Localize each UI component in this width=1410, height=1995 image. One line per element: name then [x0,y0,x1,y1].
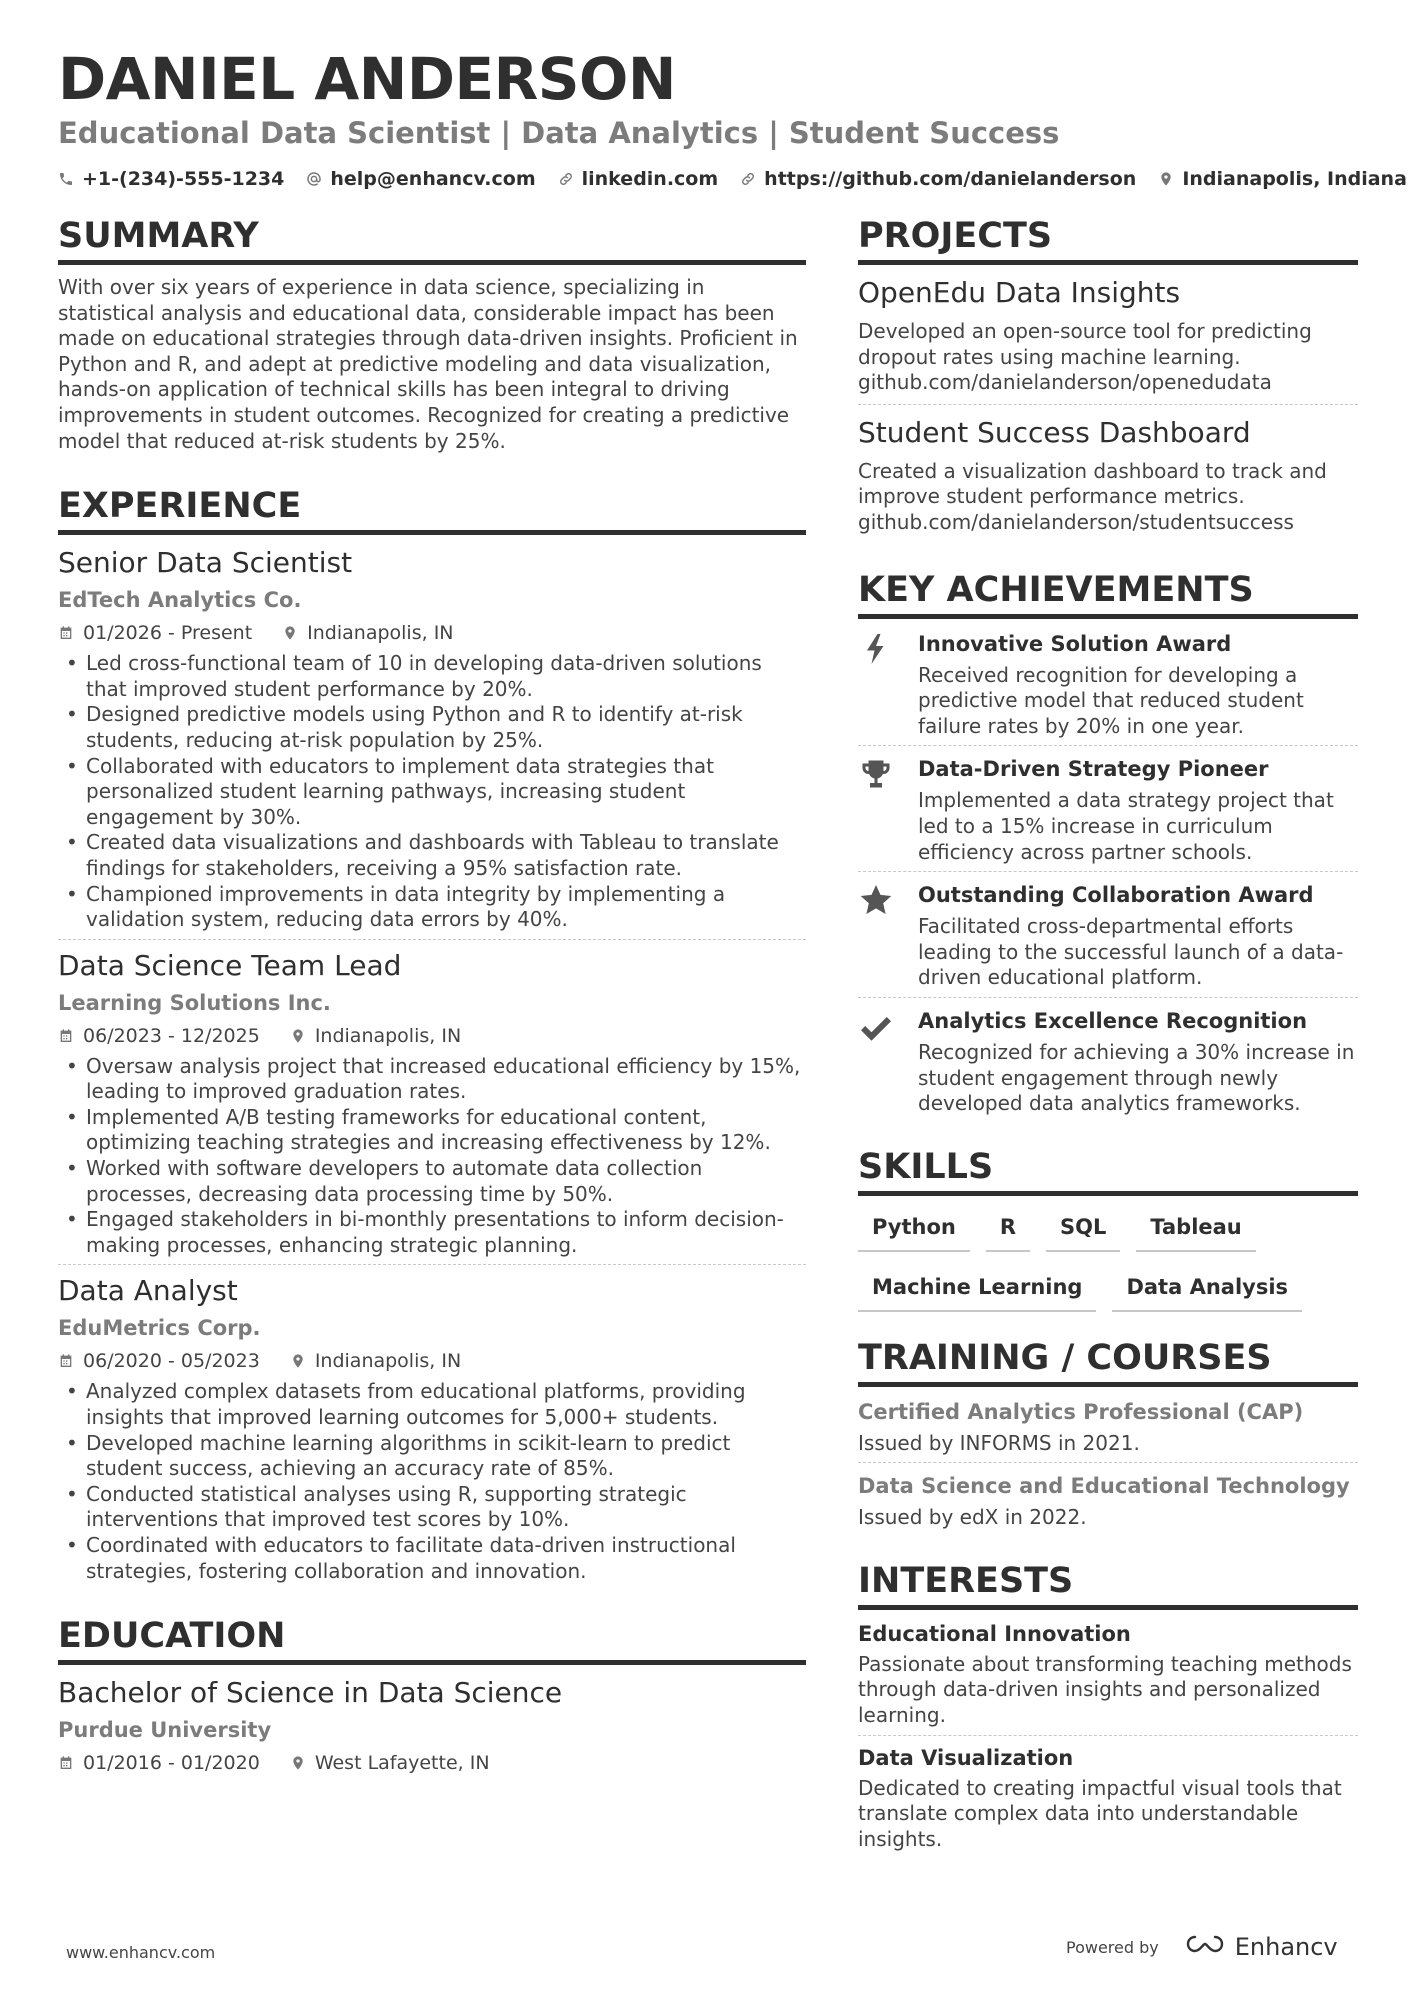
section-title-experience: EXPERIENCE [58,484,806,535]
training-section [858,1336,1358,1537]
brand-logo[interactable] [1183,1932,1338,1962]
job-location-text: Indianapolis, IN [307,622,454,645]
training-item [858,1471,1358,1537]
location-pin-icon [282,625,298,641]
project-link[interactable]: github.com/danielanderson/openedudata [858,370,1272,395]
bullet: • Implemented A/B testing frameworks for educational content, optimizing teaching strategies and increasing effectiveness by 12%. [58,1105,806,1156]
contact-email-text: help@enhancv.com [330,168,536,190]
training-detail: Issued by INFORMS in 2021. [858,1430,1140,1455]
summary-text: With over six years of experience in data science, specializing in statistical analysis and educational data, considerable impact has been made on educational strategies through data-driven insights. Proficient in Python and R, and adept at predictive modeling and data visualization, hands-on application of technical skills has been integral to driving improvements in student outcomes. Recognized for creating a predictive model that reduced at-risk students by 25%. [58,275,798,453]
experience-item [58,545,806,940]
calendar-icon [58,1028,74,1044]
interest-item [858,1744,1358,1859]
skill-tag: R [986,1206,1030,1252]
candidate-tagline: Educational Data Scientist | Data Analytics | Student Success [58,116,1060,150]
experience-item [58,1273,806,1590]
bullet: • Led cross-functional team of 10 in developing data-driven solutions that improved student performance by 20%. [58,651,806,702]
degree-title: Bachelor of Science in Data Science [58,1676,563,1710]
education-location [290,1751,490,1775]
training-detail: Issued by edX in 2022. [858,1505,1087,1530]
interest-item [858,1620,1358,1736]
achievement-item [858,1006,1358,1123]
job-bullets [58,1379,806,1584]
job-dates [58,1024,260,1048]
achievements-section [858,568,1358,1123]
job-title: Data Analyst [58,1274,238,1308]
bullet: • Championed improvements in data integrity by implementing a validation system, reducing data errors by 40%. [58,882,806,933]
project-item [858,275,1358,405]
job-meta [58,1349,806,1373]
project-name: Student Success Dashboard [858,415,1251,449]
bullet: • Coordinated with educators to facilitate data-driven instructional strategies, fostering collaboration and innovation. [58,1533,806,1584]
education-location-text: West Lafayette, IN [314,1752,490,1775]
bullet: • Engaged stakeholders in bi-monthly presentations to inform decision-making processes, enhancing strategic planning. [58,1207,806,1258]
experience-item [58,948,806,1266]
right-column [858,214,1358,1858]
bullet: • Developed machine learning algorithms in scikit-learn to predict student success, achieving an accuracy rate of 85%. [58,1431,806,1482]
bullet: • Created data visualizations and dashboards with Tableau to translate findings for stakeholders, receiving a 95% satisfaction rate. [58,830,806,881]
star-icon [858,880,918,991]
project-description: Created a visualization dashboard to track and improve student performance metrics. [858,458,1327,509]
link-icon [558,171,574,187]
left-column [58,214,806,1775]
location-pin-icon [290,1755,306,1771]
bullet: • Analyzed complex datasets from educational platforms, providing insights that improved learning outcomes for 5,000+ students. [58,1379,806,1430]
achievement-title: Innovative Solution Award [918,631,1232,656]
summary-section [58,214,806,454]
project-name: OpenEdu Data Insights [858,276,1181,309]
interest-name: Data Visualization [858,1745,1074,1770]
job-dates-text: 01/2026 - Present [83,622,253,645]
lightning-bolt-icon [858,629,918,740]
job-dates-text: 06/2023 - 12/2025 [83,1024,260,1047]
skill-tag: Python [858,1206,970,1252]
training-name: Certified Analytics Professional (CAP) [858,1399,1304,1424]
training-name: Data Science and Educational Technology [858,1474,1350,1499]
company-name: Learning Solutions Inc. [58,990,331,1015]
section-title-interests: INTERESTS [858,1559,1358,1610]
contact-linkedin-text: linkedin.com [581,168,719,190]
achievement-title: Data-Driven Strategy Pioneer [918,757,1269,782]
job-meta [58,1024,806,1048]
achievement-description: Received recognition for developing a predictive model that reduced student failure rates by 20% in one year. [918,662,1304,738]
section-title-summary: SUMMARY [58,214,806,265]
project-link[interactable]: github.com/danielanderson/studentsuccess [858,509,1294,534]
footer-branding [1066,1932,1338,1962]
job-title: Senior Data Scientist [58,546,353,580]
job-title: Data Science Team Lead [58,948,402,982]
education-dates [58,1751,260,1775]
contact-phone-text: +1-(234)-555-1234 [82,168,285,190]
skill-tag: Data Analysis [1112,1266,1302,1312]
link-icon [740,171,756,187]
contact-location-text: Indianapolis, Indiana [1182,168,1407,190]
job-location [290,1349,461,1373]
experience-section [58,484,806,1590]
contact-github[interactable] [740,168,1136,190]
bullet: • Collaborated with educators to implement data strategies that personalized student learning pathways, increasing student engagement by 30%. [58,754,806,831]
job-dates-text: 06/2020 - 05/2023 [83,1350,260,1373]
section-title-projects: PROJECTS [858,214,1358,265]
achievement-title: Outstanding Collaboration Award [918,883,1314,908]
trophy-icon [858,754,918,865]
section-title-education: EDUCATION [58,1614,806,1665]
skill-tag: Tableau [1136,1206,1255,1252]
location-pin-icon [290,1353,306,1369]
calendar-icon [58,625,74,641]
section-title-training: TRAINING / COURSES [858,1336,1358,1387]
achievement-description: Recognized for achieving a 30% increase in student engagement through newly developed data analytics frameworks. [918,1039,1355,1116]
job-location [290,1024,461,1048]
project-item [858,415,1358,544]
at-icon [306,171,322,187]
checkmark-icon [858,1006,918,1117]
calendar-icon [58,1353,74,1369]
job-location-text: Indianapolis, IN [314,1024,462,1047]
bullet: • Worked with software developers to automate data collection processes, decreasing data processing time by 50%. [58,1156,806,1207]
section-title-skills: SKILLS [858,1145,1358,1196]
footer-website[interactable]: www.enhancv.com [66,1943,216,1962]
interest-description: Dedicated to creating impactful visual tools that translate complex data into understandable insights. [858,1775,1342,1851]
skill-tag: Machine Learning [858,1266,1096,1312]
job-dates [58,621,252,645]
bullet: • Conducted statistical analyses using R, supporting strategic interventions that improved test scores by 10%. [58,1482,806,1533]
section-title-achievements: KEY ACHIEVEMENTS [858,568,1358,619]
achievement-title: Analytics Excellence Recognition [918,1008,1308,1033]
achievement-description: Facilitated cross-departmental efforts leading to the successful launch of a data-driven educational platform. [918,914,1344,990]
location-pin-icon [290,1028,306,1044]
location-pin-icon [1158,171,1174,187]
education-dates-text: 01/2016 - 01/2020 [83,1752,260,1775]
powered-by-label: Powered by [1066,1937,1159,1957]
achievement-item [858,754,1358,872]
job-bullets [58,651,806,933]
company-name: EdTech Analytics Co. [58,588,302,613]
bullet: • Oversaw analysis project that increased educational efficiency by 15%, leading to improved graduation rates. [58,1054,806,1105]
job-dates [58,1349,260,1373]
projects-section [858,214,1358,544]
infinity-logo-icon [1183,1932,1227,1962]
brand-name: Enhancv [1234,1933,1338,1961]
contact-location [1158,168,1407,190]
job-meta [58,621,806,645]
phone-icon [58,171,74,187]
interest-name: Educational Innovation [858,1621,1131,1646]
skill-tag: SQL [1046,1206,1120,1252]
skills-list [858,1206,1358,1312]
interests-section [858,1559,1358,1859]
calendar-icon [58,1755,74,1771]
company-name: EduMetrics Corp. [58,1316,261,1341]
achievement-item [858,880,1358,998]
contact-email[interactable] [306,168,535,190]
candidate-name: DANIEL ANDERSON [58,45,676,113]
achievement-description: Implemented a data strategy project that led to a 15% increase in curriculum efficiency across partner schools. [918,788,1334,864]
contact-linkedin[interactable] [558,168,719,190]
contact-bar [58,168,1407,190]
interest-description: Passionate about transforming teaching methods through data-driven insights and personalized learning. [858,1651,1352,1728]
bullet: • Designed predictive models using Python and R to identify at-risk students, reducing at-risk population by 25%. [58,702,806,753]
contact-phone[interactable] [58,168,284,190]
achievement-item [858,629,1358,747]
job-bullets [58,1054,806,1259]
training-item [858,1397,1358,1464]
school-name: Purdue University [58,1718,272,1743]
skills-section [858,1145,1358,1312]
job-location [282,621,453,645]
contact-github-text: https://github.com/danielanderson [764,168,1137,190]
education-meta [58,1751,806,1775]
project-description: Developed an open-source tool for predicting dropout rates using machine learning. [858,319,1312,369]
education-section [58,1614,806,1775]
job-location-text: Indianapolis, IN [314,1350,462,1373]
